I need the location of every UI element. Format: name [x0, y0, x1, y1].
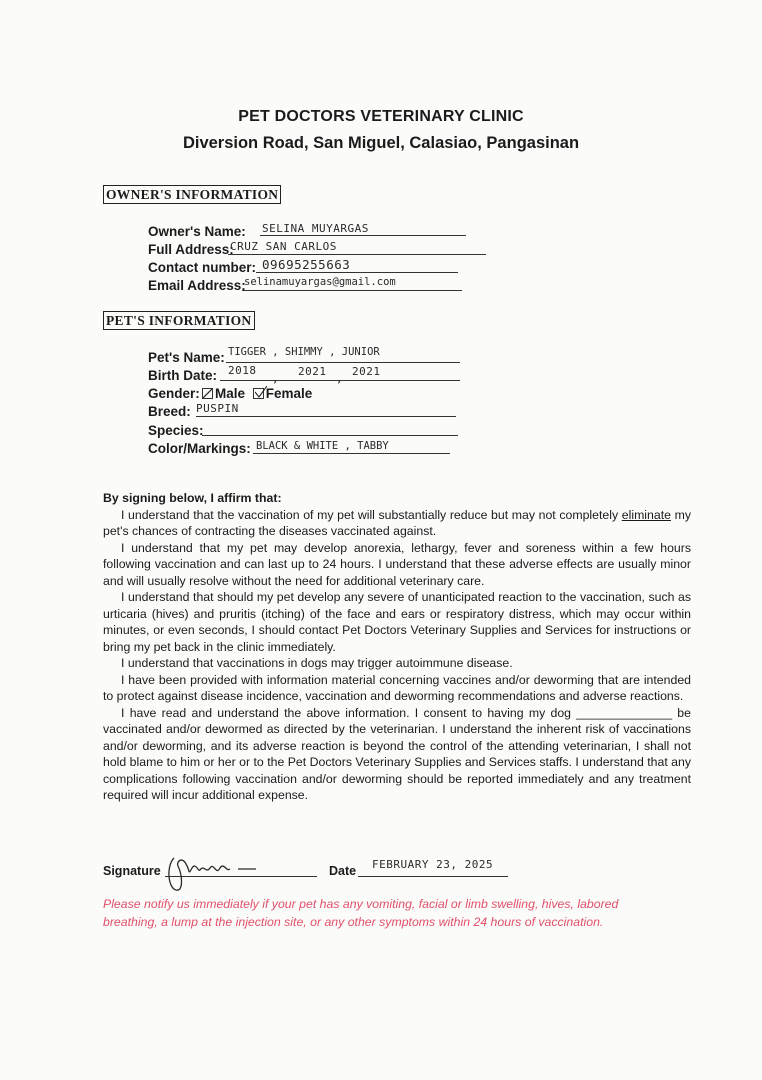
email-label: Email Address:	[148, 278, 246, 293]
check-mark-icon	[255, 386, 267, 398]
owner-name-label: Owner's Name:	[148, 224, 246, 239]
date-value[interactable]: FEBRUARY 23, 2025	[372, 858, 494, 871]
notice-text: Please notify us immediately if your pet has any vomiting, facial or limb swelling, hives, labored breathing, a lump at the injection site, or any other symptoms within 24 hours of vaccination.	[103, 897, 619, 929]
color-line	[253, 453, 450, 454]
pet-section-title: PET'S INFORMATION	[103, 311, 255, 330]
contact-value[interactable]: 09695255663	[262, 257, 351, 272]
birth-date-value-3[interactable]: 2021	[352, 365, 381, 378]
species-line[interactable]	[202, 435, 458, 436]
species-label: Species:	[148, 423, 204, 438]
birth-date-value-1[interactable]: 2018	[228, 364, 257, 377]
consent-text	[103, 490, 691, 804]
clinic-name: PET DOCTORS VETERINARY CLINIC	[238, 108, 524, 125]
consent-paragraph-3: I understand that should my pet develop any severe of unanticipated reaction to the vaccination, such as urticaria (hives) and pruritis (itching) of the face and ears or respiratory distress, which may occur within minutes, or even seconds, I should contact Pet Doctors Veterinary Supplies and Services for instructions or bring my pet back in the clinic immediately.	[103, 590, 691, 654]
breed-value[interactable]: PUSPIN	[196, 402, 239, 415]
pet-name-line	[226, 362, 460, 363]
email-line	[242, 290, 462, 291]
gender-female-checkbox[interactable]	[253, 388, 264, 399]
consent-paragraph-1: I understand that the vaccination of my pet will substantially reduce but may not completely eliminate my pet's chances of contracting the diseases vaccinated against.	[103, 507, 692, 538]
consent-intro: By signing below, I affirm that:	[103, 491, 282, 505]
birth-date-separator-1: ,	[272, 372, 280, 385]
contact-label: Contact number:	[148, 260, 256, 275]
color-label: Color/Markings:	[148, 441, 251, 456]
signature-label: Signature	[103, 864, 161, 878]
contact-line	[256, 272, 458, 273]
email-value[interactable]: selinamuyargas@gmail.com	[244, 276, 396, 288]
check-mark-icon	[203, 389, 212, 398]
address-label: Full Address:	[148, 242, 234, 257]
birth-date-separator-2: ,	[336, 372, 344, 385]
pet-name-label: Pet's Name:	[148, 350, 225, 365]
gender-female-label: Female	[265, 386, 313, 401]
breed-label: Breed:	[148, 404, 191, 419]
gender-options	[202, 386, 312, 401]
gender-label: Gender:	[148, 386, 200, 401]
address-value[interactable]: CRUZ SAN CARLOS	[230, 240, 337, 253]
clinic-address: Diversion Road, San Miguel, Calasiao, Pangasinan	[182, 134, 580, 152]
color-value[interactable]: BLACK & WHITE , TABBY	[256, 440, 389, 452]
owner-name-line	[260, 235, 466, 236]
pet-name-value[interactable]: TIGGER , SHIMMY , JUNIOR	[228, 346, 380, 358]
breed-line	[196, 416, 456, 417]
consent-paragraph-5: I have been provided with information material concerning vaccines and/or deworming that are intended to protect against disease incidence, vaccination and deworming recommendations and adverse reactions.	[103, 672, 691, 703]
owner-section-title: OWNER'S INFORMATION	[103, 185, 281, 204]
gender-male-checkbox[interactable]	[202, 388, 213, 399]
consent-paragraph-6: I have read and understand the above information. I consent to having my dog ______________ be vaccinated and/or dewormed as directed by the veterinarian. I understand the inherent risk of vaccinations and/or deworming, and its adverse reaction is beyond the control of the attending veterinarian, I shall not hold blame to him or her or to the Pet Doctors Veterinary Supplies and Services staffs. I understand that any complications following vaccination and/or deworming should be reported immediately and any treatment required will incur additional expense.	[103, 705, 691, 802]
address-line	[228, 254, 486, 255]
birth-date-label: Birth Date:	[148, 368, 218, 383]
handwritten-signature-icon[interactable]	[160, 852, 280, 894]
date-label: Date	[329, 864, 357, 878]
gender-male-label: Male	[215, 386, 246, 401]
consent-paragraph-4: I understand that vaccinations in dogs may trigger autoimmune disease.	[121, 656, 513, 670]
owner-name-value[interactable]: SELINA MUYARGAS	[262, 222, 369, 235]
birth-date-value-2[interactable]: 2021	[298, 365, 327, 378]
date-line	[358, 876, 508, 877]
consent-paragraph-2: I understand that my pet may develop anorexia, lethargy, fever and soreness within a few hours following vaccination and can last up to 24 hours. I understand that these adverse effects are usually minor and will usually resolve without the need for additional veterinary care.	[103, 540, 691, 588]
